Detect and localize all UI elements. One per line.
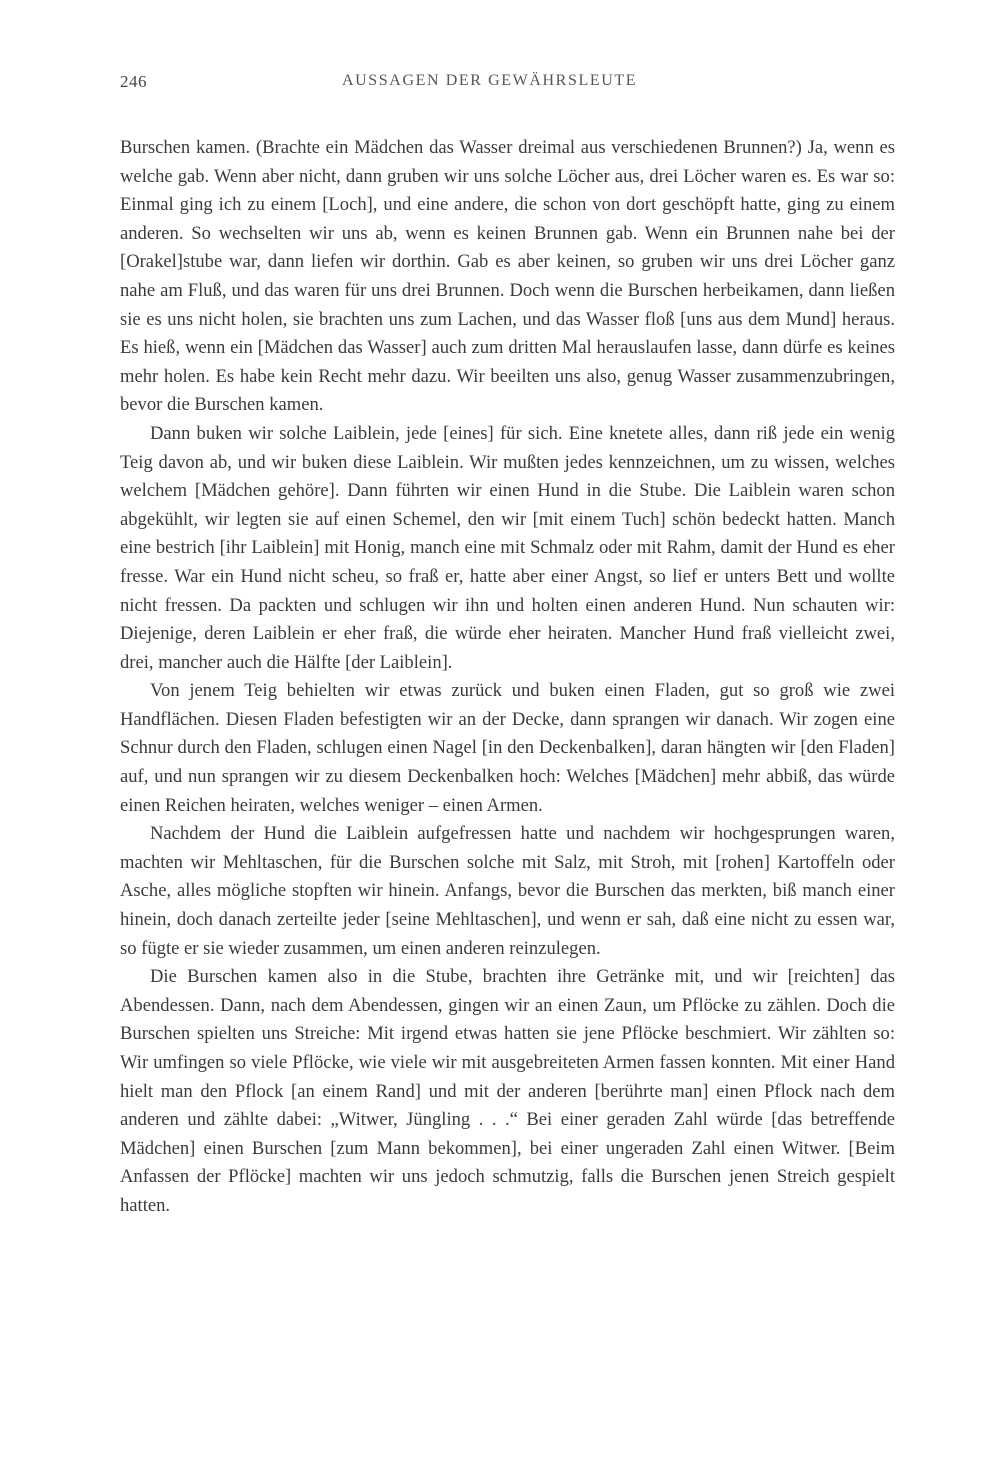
page-number: 246 <box>120 72 147 91</box>
paragraph-2: Dann buken wir solche Laiblein, jede [eines] für sich. Eine knetete alles, dann riß jede ein wenig Teig davon ab, und wir buken diese Laiblein. Wir mußten jedes kennzeichnen, um zu wissen, welches welchem [Mädchen gehöre]. Dann führten wir einen Hund in die Stube. Die Laiblein waren schon abgekühlt, wir legten sie auf einen Schemel, den wir [mit einem Tuch] schön bedeckt hatten. Manch eine bestrich [ihr Laiblein] mit Honig, manch eine mit Schmalz oder mit Rahm, damit der Hund es eher fresse. War ein Hund nicht scheu, so fraß er, hatte aber einer Angst, so lief er unters Bett und wollte nicht fressen. Da packten und schlugen wir ihn und holten einen anderen Hund. Nun schauten wir: Diejenige, deren Laiblein er eher fraß, die würde eher heiraten. Mancher Hund fraß vielleicht zwei, drei, mancher auch die Hälfte [der Laiblein]. <box>120 422 895 673</box>
page-header <box>120 72 880 100</box>
paragraph-4: Nachdem der Hund die Laiblein aufgefressen hatte und nachdem wir hochgesprungen waren, machten wir Mehltaschen, für die Burschen solche mit Salz, mit Stroh, mit [rohen] Kartoffeln oder Asche, alles mögliche stopften wir hinein. Anfangs, bevor die Burschen das merkten, biß manch einer hinein, doch danach zerteilte jeder [seine Mehltaschen], und wenn er sah, daß eine nicht zu essen war, so fügte er sie wieder zusammen, um einen anderen reinzulegen. <box>120 823 895 959</box>
body-text <box>120 134 895 1221</box>
running-head: AUSSAGEN DER GEWÄHRSLEUTE <box>342 72 638 89</box>
paragraph-3: Von jenem Teig behielten wir etwas zurück und buken einen Fladen, gut so groß wie zwei Handflächen. Diesen Fladen befestigten wir an der Decke, dann sprangen wir danach. Wir zogen eine Schnur durch den Fladen, schlugen einen Nagel [in den Deckenbalken], daran hängten wir [den Fladen] auf, und nun sprangen wir zu diesem Deckenbalken hoch: Welches [Mädchen] mehr abbiß, das würde einen Reichen heiraten, welches weniger – einen Armen. <box>120 680 895 816</box>
paragraph-5: Die Burschen kamen also in die Stube, brachten ihre Getränke mit, und wir [reichten] das Abendessen. Dann, nach dem Abendessen, gingen wir an einen Zaun, um Pflöcke zu zählen. Doch die Burschen spielten uns Streiche: Mit irgend etwas hatten sie jene Pflöcke beschmiert. Wir zählten so: Wir umfingen so viele Pflöcke, wie viele wir mit ausgebreiteten Armen fassen konnten. Mit einer Hand hielt man den Pflock [an einem Rand] und mit der anderen [berührte man] einen Pflock nach dem anderen und zählte dabei: „Witwer, Jüngling . . .“ Bei einer geraden Zahl würde [das betreffende Mädchen] einen Burschen [zum Mann bekommen], bei einer ungeraden Zahl einen Witwer. [Beim Anfassen der Pflöcke] machten wir uns jedoch schmutzig, falls die Burschen jenen Streich gespielt hatten. <box>120 966 895 1216</box>
paragraph-1: Burschen kamen. (Brachte ein Mädchen das Wasser dreimal aus verschiedenen Brunnen?) Ja, wenn es welche gab. Wenn aber nicht, dann gruben wir uns solche Löcher aus, drei Löcher waren es. Es war so: Einmal ging ich zu einem [Loch], und eine andere, die schon von dort geschöpft hatte, ging zu einem anderen. So wechselten wir uns ab, wenn es keinen Brunnen gab. Wenn ein Brunnen nahe bei der [Orakel]stube war, dann liefen wir dorthin. Gab es aber keinen, so gruben wir uns drei Löcher ganz nahe am Fluß, und das waren für uns drei Brunnen. Doch wenn die Burschen herbeikamen, dann ließen sie es uns nicht holen, sie brachten uns zum Lachen, und das Wasser floß [uns aus dem Mund] heraus. Es hieß, wenn ein [Mädchen das Wasser] auch zum dritten Mal herauslaufen lasse, dann dürfe es keines mehr holen. Es habe kein Recht mehr dazu. Wir beeilten uns also, genug Wasser zusammenzubringen, bevor die Burschen kamen. <box>120 137 895 416</box>
